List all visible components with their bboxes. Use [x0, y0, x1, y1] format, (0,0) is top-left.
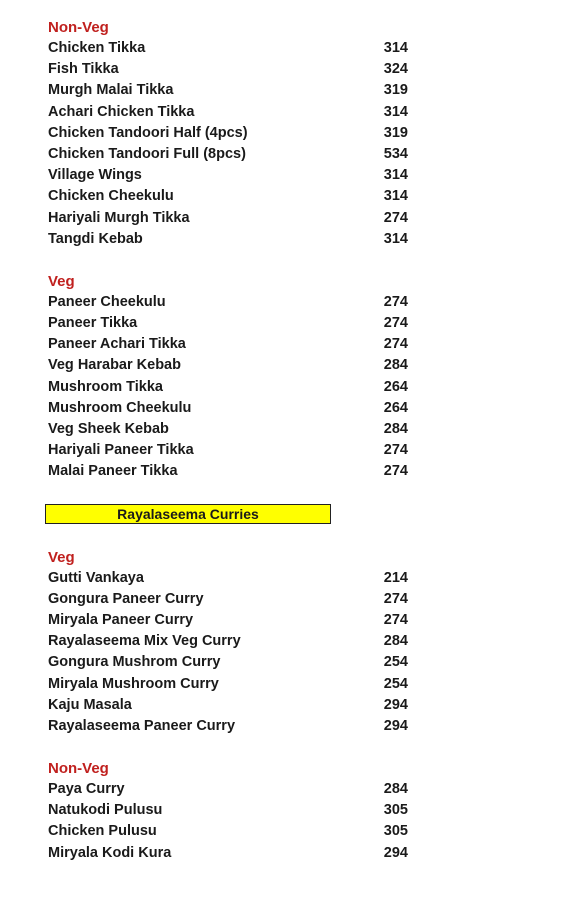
- item-price: 274: [383, 463, 408, 480]
- menu-item: [48, 461, 408, 482]
- menu-item: [48, 589, 408, 610]
- item-name: Chicken Tikka: [48, 40, 146, 56]
- item-price: 284: [383, 633, 408, 650]
- item-name: Miryala Paneer Curry: [48, 611, 194, 628]
- item-price: 314: [383, 230, 408, 247]
- item-price: 294: [383, 717, 408, 734]
- item-name: Veg Sheek Kebab: [48, 421, 169, 437]
- item-name: Village Wings: [48, 167, 142, 184]
- menu-item: [48, 610, 408, 631]
- menu-item: [48, 419, 408, 440]
- menu-item: [48, 208, 408, 229]
- item-price: 314: [383, 40, 408, 56]
- item-name: Fish Tikka: [48, 61, 119, 78]
- item-price: 274: [383, 209, 408, 226]
- item-name: Mushroom Tikka: [48, 378, 163, 395]
- item-name: Hariyali Murgh Tikka: [48, 209, 190, 226]
- item-price: 305: [383, 823, 408, 840]
- item-name: Achari Chicken Tikka: [48, 103, 195, 120]
- item-price: 264: [383, 378, 408, 395]
- section-title: Non-Veg: [48, 760, 109, 778]
- item-name: Malai Paneer Tikka: [48, 463, 178, 480]
- menu-item: [48, 800, 408, 821]
- item-price: 314: [383, 188, 408, 205]
- item-price: 274: [383, 611, 408, 628]
- menu-item: [48, 123, 408, 144]
- item-name: Miryala Mushroom Curry: [48, 675, 219, 692]
- item-name: Hariyali Paneer Tikka: [48, 442, 194, 459]
- section-title: Veg: [48, 548, 75, 566]
- item-name: Veg Harabar Kebab: [48, 357, 181, 374]
- item-price: 274: [383, 442, 408, 459]
- menu-item: [48, 144, 408, 165]
- menu-item: [48, 313, 408, 334]
- item-price: 294: [383, 696, 408, 713]
- item-name: Gongura Mushrom Curry: [48, 654, 221, 671]
- item-price: 274: [383, 336, 408, 353]
- item-name: Mushroom Cheekulu: [48, 399, 192, 416]
- menu-item: [48, 186, 408, 207]
- menu-section: [48, 271, 408, 483]
- item-name: Chicken Tandoori Full (8pcs): [48, 145, 246, 162]
- section-title: Non-Veg: [48, 19, 109, 36]
- item-price: 319: [383, 82, 408, 99]
- item-name: Chicken Tandoori Half (4pcs): [48, 124, 248, 141]
- item-name: Chicken Cheekulu: [48, 188, 174, 205]
- menu-item: [48, 355, 408, 376]
- item-price: 274: [383, 590, 408, 607]
- item-name: Rayalaseema Mix Veg Curry: [48, 633, 241, 650]
- item-name: Gutti Vankaya: [48, 569, 144, 586]
- menu-item: [48, 102, 408, 123]
- menu-section: [48, 547, 408, 738]
- category-banner: Rayalaseema Curries: [45, 504, 331, 524]
- item-name: Paneer Tikka: [48, 315, 138, 332]
- item-name: Miryala Kodi Kura: [48, 844, 172, 861]
- menu-item: [48, 821, 408, 842]
- menu-item: [48, 631, 408, 652]
- menu-item: [48, 652, 408, 673]
- menu-item: [48, 165, 408, 186]
- menu-item: [48, 440, 408, 461]
- item-price: 284: [383, 781, 408, 798]
- menu-item: [48, 843, 408, 864]
- menu-item: [48, 398, 408, 419]
- menu-item: [48, 334, 408, 355]
- item-name: Gongura Paneer Curry: [48, 590, 204, 607]
- item-price: 264: [383, 399, 408, 416]
- item-price: 314: [383, 103, 408, 120]
- item-name: Murgh Malai Tikka: [48, 82, 174, 99]
- item-name: Paneer Achari Tikka: [48, 336, 186, 353]
- item-name: Paya Curry: [48, 781, 125, 798]
- item-price: 274: [383, 293, 408, 310]
- menu-section: [48, 17, 408, 250]
- menu-item: [48, 38, 408, 59]
- item-price: 214: [383, 569, 408, 586]
- item-price: 254: [383, 675, 408, 692]
- item-price: 254: [383, 654, 408, 671]
- item-price: 274: [383, 315, 408, 332]
- menu-section: [48, 758, 408, 864]
- item-name: Chicken Pulusu: [48, 823, 157, 840]
- menu-item: [48, 568, 408, 589]
- menu-item: [48, 377, 408, 398]
- item-price: 314: [383, 167, 408, 184]
- item-price: 294: [383, 844, 408, 861]
- menu-item: [48, 292, 408, 313]
- menu-item: [48, 229, 408, 250]
- item-name: Natukodi Pulusu: [48, 802, 163, 819]
- item-price: 305: [383, 802, 408, 819]
- menu-item: [48, 779, 408, 800]
- item-price: 324: [383, 61, 408, 78]
- item-price: 319: [383, 124, 408, 141]
- item-name: Tangdi Kebab: [48, 230, 143, 247]
- item-name: Kaju Masala: [48, 696, 132, 713]
- section-title: Veg: [48, 272, 75, 290]
- menu-item: [48, 674, 408, 695]
- menu-item: [48, 80, 408, 101]
- item-price: 534: [383, 145, 408, 162]
- item-price: 284: [383, 421, 408, 437]
- item-name: Paneer Cheekulu: [48, 293, 166, 310]
- item-price: 284: [383, 357, 408, 374]
- menu-item: [48, 695, 408, 716]
- menu-item: [48, 716, 408, 737]
- menu-page: [48, 17, 408, 864]
- menu-item: [48, 59, 408, 80]
- item-name: Rayalaseema Paneer Curry: [48, 717, 236, 734]
